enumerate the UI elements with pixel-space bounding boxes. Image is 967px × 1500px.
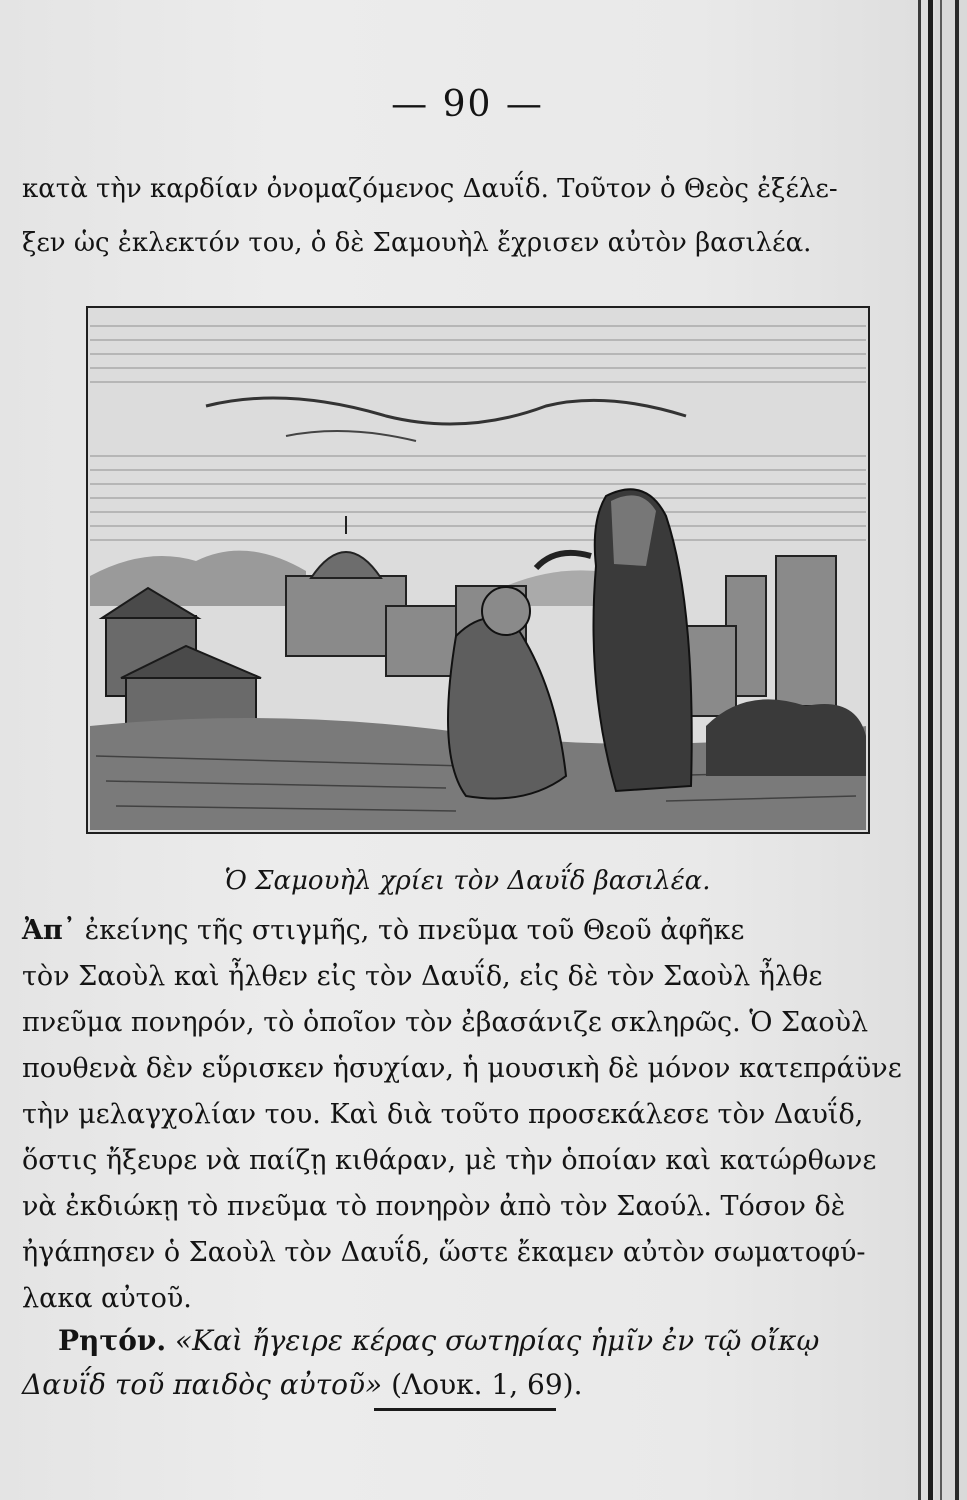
body-line-6: ὅστις ἤξευρε νὰ παίζῃ κιθάραν, μὲ τὴν ὁποίαν καὶ κατώρθωνε — [22, 1145, 877, 1176]
verse-line-1 — [58, 1318, 958, 1364]
closing-rule — [374, 1408, 556, 1411]
verse-quote-line-1: «Καὶ ἤγειρε κέρας σωτηρίας ἡμῖν ἐν τῷ οἴκῳ — [175, 1324, 820, 1357]
illustration-caption: Ὁ Σαμουὴλ χρίει τὸν Δαυΐδ βασιλέα. — [224, 866, 711, 896]
engraving-illustration — [86, 306, 870, 834]
body-line-1-text: ἐκείνης τῆς στιγμῆς, τὸ πνεῦμα τοῦ Θεοῦ ἀφῆκε — [76, 915, 745, 946]
page-number: — 90 — — [391, 84, 544, 125]
body-line-9: λακα αὐτοῦ. — [22, 1283, 192, 1314]
book-edge — [928, 0, 933, 1500]
body-line-2: τὸν Σαοὺλ καὶ ἦλθεν εἰς τὸν Δαυΐδ, εἰς δὲ τὸν Σαοὺλ ἦλθε — [22, 961, 823, 992]
book-edge — [918, 0, 921, 1500]
book-edge — [955, 0, 959, 1500]
verse-reference: (Λουκ. 1, 69). — [382, 1368, 583, 1401]
body-line-4: πουθενὰ δὲν εὕρισκεν ἡσυχίαν, ἡ μουσικὴ δὲ μόνον κατεπράϋνε — [22, 1053, 902, 1084]
book-edge — [940, 0, 942, 1500]
body-line-5: τὴν μελαγχολίαν του. Καὶ διὰ τοῦτο προσεκάλεσε τὸν Δαυΐδ, — [22, 1099, 864, 1130]
body-line-8: ἠγάπησεν ὁ Σαοὺλ τὸν Δαυΐδ, ὥστε ἔκαμεν αὐτὸν σωματοφύ- — [22, 1237, 866, 1268]
body-line-1 — [22, 908, 922, 954]
verse-quote-line-2: Δαυΐδ τοῦ παιδὸς αὐτοῦ» — [22, 1368, 383, 1401]
verse-line-2 — [22, 1362, 922, 1408]
paragraph-lead-word: Ἀπ᾽ — [22, 915, 77, 946]
verse-label: Ρητόν. — [58, 1324, 167, 1357]
body-line-7: νὰ ἐκδιώκῃ τὸ πνεῦμα τὸ πονηρὸν ἀπὸ τὸν Σαούλ. Τόσον δὲ — [22, 1191, 846, 1222]
intro-line-1: κατὰ τὴν καρδίαν ὀνομαζόμενος Δαυΐδ. Τοῦτον ὁ Θεὸς ἐξέλε- — [22, 174, 838, 204]
body-line-3: πνεῦμα πονηρόν, τὸ ὁποῖον τὸν ἐβασάνιζε σκληρῶς. Ὁ Σαοὺλ — [22, 1007, 869, 1038]
intro-line-2: ξεν ὡς ἐκλεκτόν του, ὁ δὲ Σαμουὴλ ἔχρισεν αὐτὸν βασιλέα. — [22, 228, 812, 258]
